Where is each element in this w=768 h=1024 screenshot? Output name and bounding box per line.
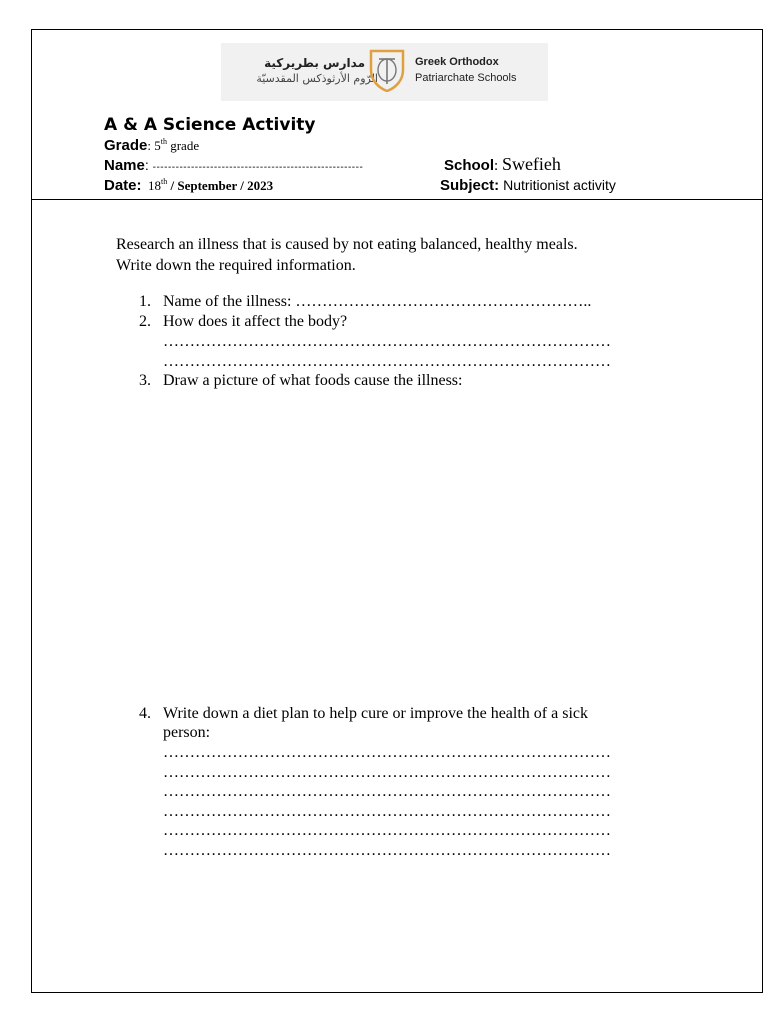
school-logo xyxy=(221,43,548,101)
header-divider xyxy=(32,199,762,200)
name-label: Name xyxy=(104,157,145,174)
grade-word: grade xyxy=(170,138,200,153)
question-4-text-line1: Write down a diet plan to help cure or improve the health of a sick xyxy=(163,705,588,722)
question-4-answer-line-3[interactable]: ………………………………………………………………………… xyxy=(163,783,611,800)
name-field: Name: ------------------------------------------------------- xyxy=(104,157,364,174)
grade-field: Grade: 5th grade xyxy=(104,137,200,154)
question-4-answer-line-5[interactable]: ………………………………………………………………………… xyxy=(163,822,611,839)
question-3-text: Draw a picture of what foods cause the illness: xyxy=(163,372,463,389)
date-label: Date: xyxy=(104,177,142,194)
question-1-answer-blank[interactable]: ……………………………………………….. xyxy=(295,293,592,310)
subject-label: Subject: xyxy=(440,177,500,194)
grade-label: Grade xyxy=(104,137,148,154)
instructions xyxy=(116,234,656,276)
question-1 xyxy=(139,293,151,311)
date-day: 18 xyxy=(148,178,162,193)
question-4-answer-line-4[interactable]: ………………………………………………………………………… xyxy=(163,803,611,820)
school-field: School: Swefieh xyxy=(444,154,561,174)
instructions-line2: Write down the required information. xyxy=(116,257,356,274)
question-1-number: 1. xyxy=(139,293,151,310)
grade-number: 5 xyxy=(154,138,161,153)
question-1-label: Name of the illness: xyxy=(163,293,292,310)
crest-icon xyxy=(368,48,406,92)
school-label: School xyxy=(444,157,495,174)
logo-english-line1: Greek Orthodox xyxy=(415,56,499,68)
question-4-answer-line-2[interactable]: ………………………………………………………………………… xyxy=(163,764,611,781)
date-rest: / September / 2023 xyxy=(170,178,274,193)
question-2-text: How does it affect the body? xyxy=(163,313,348,330)
question-2-answer-line-1[interactable]: ………………………………………………………………………… xyxy=(163,333,611,350)
question-4-answer-line-6[interactable]: ………………………………………………………………………… xyxy=(163,842,611,859)
drawing-area[interactable] xyxy=(163,396,683,696)
question-4-answer-line-1[interactable]: ………………………………………………………………………… xyxy=(163,744,611,761)
question-3-number: 3. xyxy=(139,372,151,389)
grade-suffix: th xyxy=(160,137,167,146)
date-suffix: th xyxy=(161,177,168,186)
subject-value: Nutritionist activity xyxy=(503,177,616,193)
logo-arabic-line2: الرّوم الأرثوذكس المقدسيّة xyxy=(256,72,378,85)
instructions-line1: Research an illness that is caused by not eating balanced, healthy meals. xyxy=(116,236,578,253)
question-2-number: 2. xyxy=(139,313,151,330)
question-4-text-line2: person: xyxy=(163,724,211,741)
logo-arabic-line1: مدارس بطريركية xyxy=(264,56,365,70)
question-2-answer-line-2[interactable]: ………………………………………………………………………… xyxy=(163,353,611,370)
school-value: Swefieh xyxy=(501,154,561,174)
name-blank[interactable]: ------------------------------------------------------- xyxy=(152,162,364,173)
logo-english-line2: Patriarchate Schools xyxy=(415,72,517,84)
date-field xyxy=(104,177,273,195)
worksheet-title: A & A Science Activity xyxy=(104,115,316,135)
question-1-text xyxy=(163,293,591,311)
question-4-number: 4. xyxy=(139,705,151,722)
worksheet-page xyxy=(31,29,763,993)
subject-field xyxy=(440,177,616,195)
